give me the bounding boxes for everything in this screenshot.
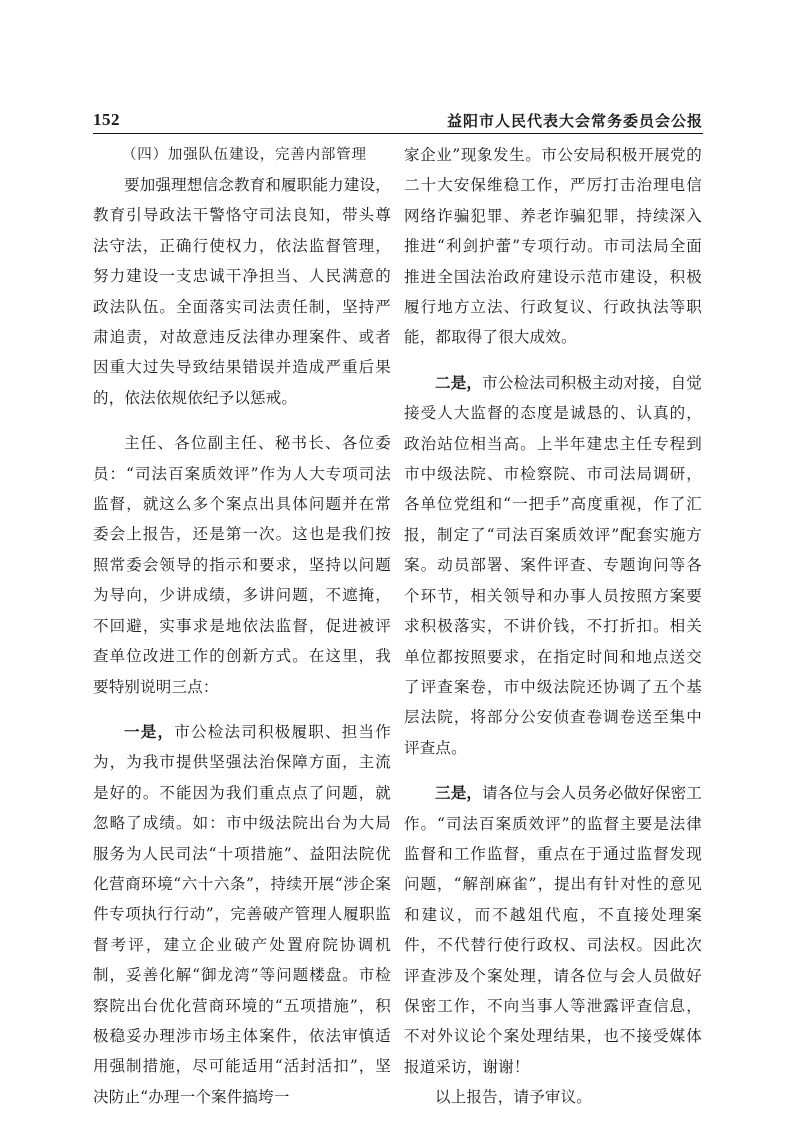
page-header [93, 108, 703, 132]
paragraph-continued: 家企业”现象发生。市公安局积极开展党的二十大安保维稳工作，严厉打击治理电信网络诈骗犯罪、养老诈骗犯罪，持续深入推进“利剑护蕾”专项行动。市司法局全面推进全国法治政府建设示范市建设，积极履行地方立法、行政复议、行政执法等职能，都取得了很大成效。 [404, 146, 702, 347]
right-column [404, 140, 702, 1113]
paragraph-point-three [404, 778, 702, 1082]
header-rule [93, 133, 703, 134]
point-one-text: 市公检法司积极履职、担当作为，为我市提供坚强法治保障方面，主流是好的。不能因为我们重点点了问题，就忽略了成绩。如：市中级法院出台为大局服务为人民司法“十项措施”、益阳法院优化营商环境“六十六条”，持续开展“涉企案件专项执行行动”，完善破产管理人履职监督考评，建立企业破产处置府院协调机制，妥善化解“御龙湾”等问题楼盘。市检察院出台优化营商环境的“五项措施”，积极稳妥办理涉市场主体案件，依法审慎适用强制措施，尽可能适用“活封活扣”，坚决防止“办理一个案件搞垮一 [93, 722, 391, 1106]
paragraph-address: 主任、各位副主任、秘书长、各位委员：“司法百案质效评”作为人大专项司法监督，就这么多个案点出具体问题并在常委会上报告，还是第一次。这也是我们按照常委会领导的指示和要求，坚持以问题为导向，少讲成绩，多讲问题，不遮掩，不回避，实事求是地依法监督，促进被评查单位改进工作的创新方式。在这里，我要特别说明三点： [93, 434, 391, 696]
paragraph-point-one [93, 717, 391, 1112]
page-number: 152 [93, 110, 120, 129]
left-column [93, 140, 391, 1112]
paragraph-point-two [404, 368, 702, 763]
paragraph-team-building: 要加强理想信念教育和履职能力建设，教育引导政法干警恪守司法良知，带头尊法守法，正确行使权力，依法监督管理，努力建设一支忠诚干净担当、人民满意的政法队伍。全面落实司法责任制，坚持严肃追责，对故意违反法律办理案件、或者因重大过失导致结果错误并造成严重后果的，依法依规依纪予以惩戒。 [93, 176, 391, 407]
point-two-text: 市公检法司积极主动对接，自觉接受人大监督的态度是诚恳的、认真的，政治站位相当高。上半年建忠主任专程到市中级法院、市检察院、市司法局调研，各单位党组和“一把手”高度重视，作了汇报，制定了“司法百案质效评”配套实施方案。动员部署、案件评查、专题询问等各个环节，相关领导和办事人员按照方案要求积极落实，不讲价钱，不打折扣。相关单位都按照要求，在指定时间和地点送交了评查案卷，市中级法院还协调了五个基层法院，将部分公安侦查卷调卷送至集中评查点。 [404, 373, 702, 757]
point-three-text: 请各位与会人员务必做好保密工作。“司法百案质效评”的监督主要是法律监督和工作监督，重点在于通过监督发现问题，“解剖麻雀”，提出有针对性的意见和建议，而不越俎代庖，不直接处理案件，不代替行使行政权、司法权。因此次评查涉及个案处理，请各位与会人员做好保密工作，不向当事人等泄露评查信息，不对外议论个案处理结果，也不接受媒体报道采访，谢谢！ [404, 784, 702, 1076]
section-heading: （四）加强队伍建设，完善内部管理 [122, 147, 367, 163]
point-three-lead: 三是， [435, 783, 483, 803]
closing-line: 以上报告，请予审议。 [435, 1088, 593, 1107]
journal-title: 益阳市人民代表大会常务委员会公报 [446, 112, 703, 130]
point-two-lead: 二是， [435, 372, 483, 392]
point-one-lead: 一是， [124, 721, 175, 741]
